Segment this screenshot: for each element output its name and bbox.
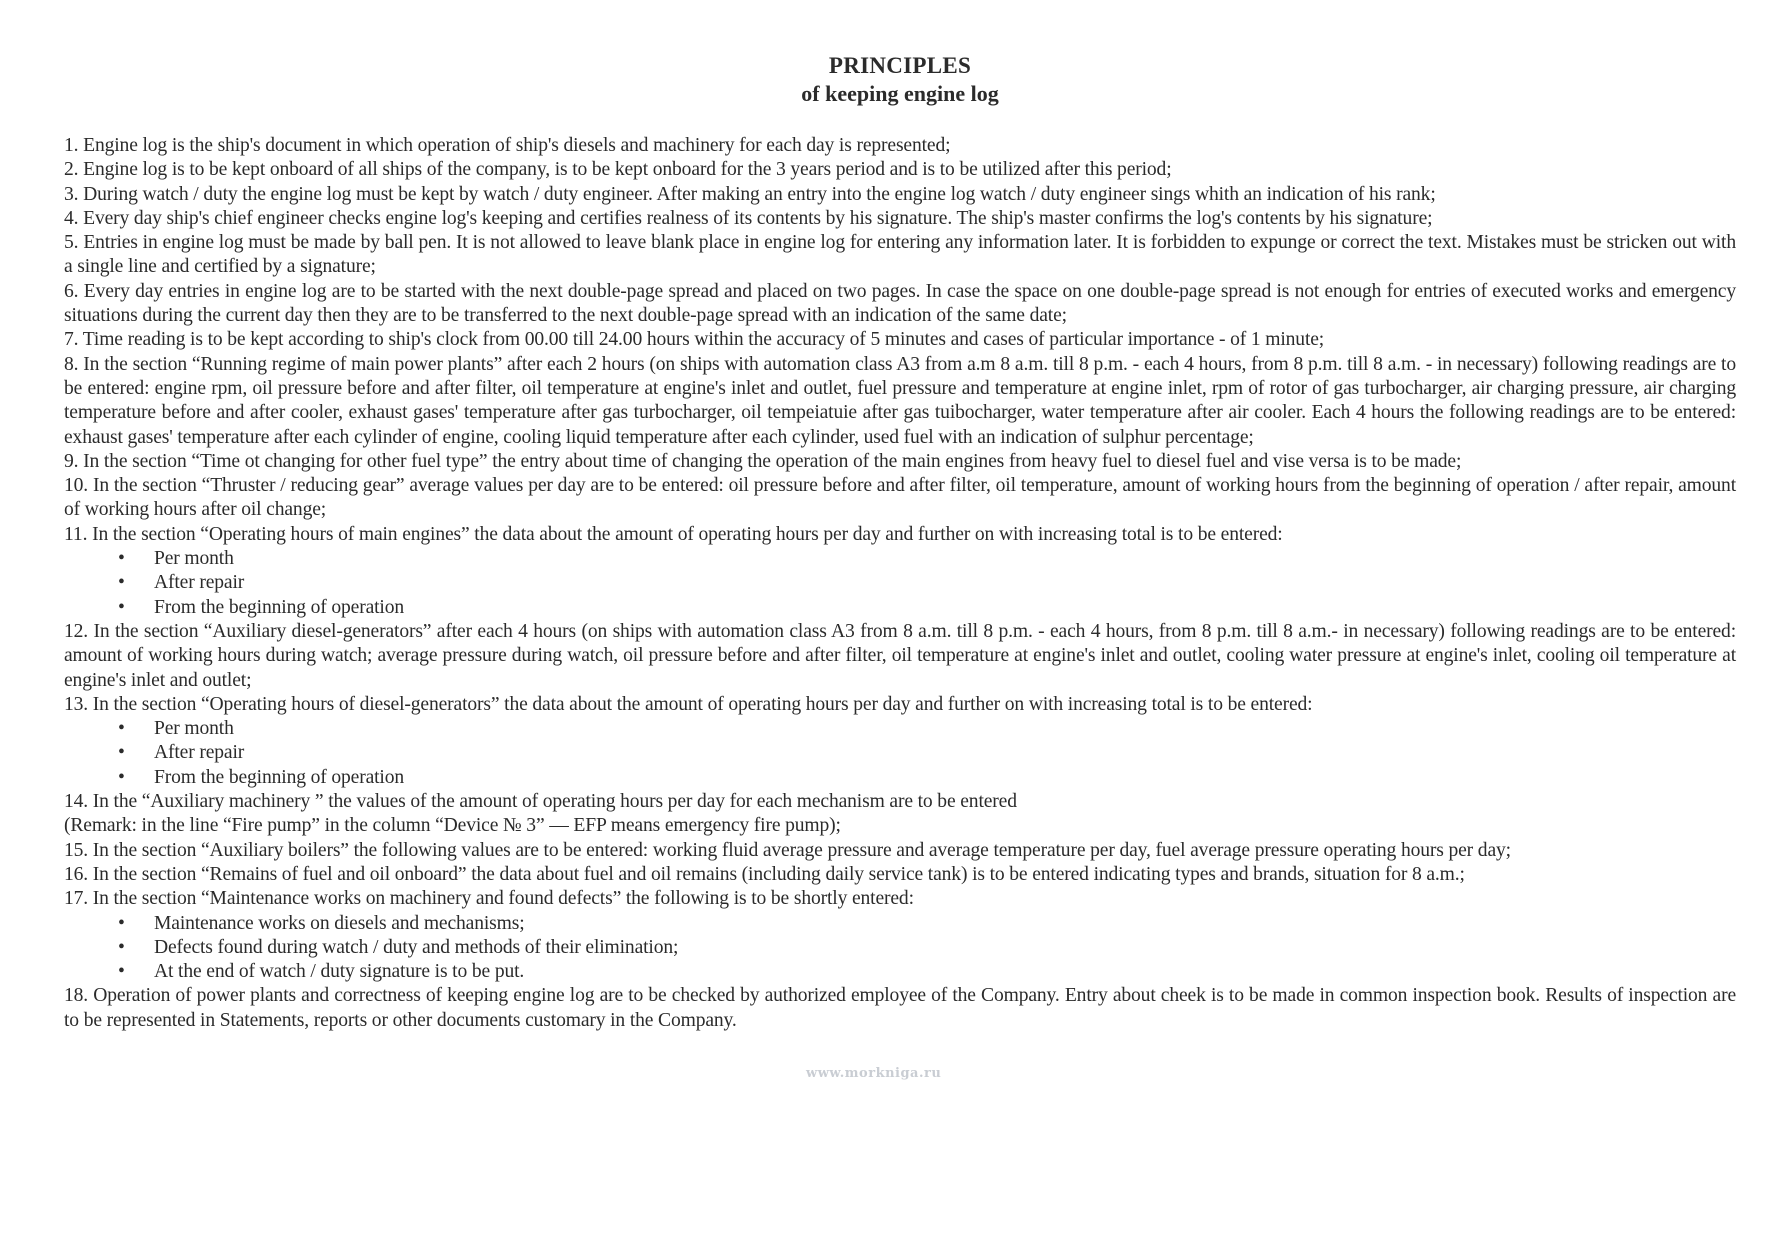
principle-item-18: 18. Operation of power plants and correctness of keeping engine log are to be checked by authorized employee of the Company. Entry about cheek is to be made in common inspection book. Results of inspection are to be represented in Statements, reports or other documents customary in the Company. (64, 985, 1736, 1031)
principle-item-4: 4. Every day ship's chief engineer checks engine log's keeping and certifies realness of its contents by his signature. The ship's master confirms the log's contents by his signature; (64, 207, 1433, 229)
bullet-item: • From the beginning of operation (118, 596, 1736, 620)
bullet-item: • Defects found during watch / duty and methods of their elimination; (118, 936, 1736, 960)
document-title: PRINCIPLES (828, 53, 972, 78)
bullet-item: • At the end of watch / duty signature is to be put. (118, 960, 1736, 984)
item-13-bullet-list (64, 717, 1736, 790)
principle-item-2: 2. Engine log is to be kept onboard of all ships of the company, is to be kept onboard for the 3 years period and is to be utilized after this period; (64, 159, 1172, 181)
document-page (64, 52, 1736, 1033)
principle-item-9: 9. In the section “Time ot changing for other fuel type” the entry about time of changing the operation of the main engines from heavy fuel to diesel fuel and vise versa is to be made; (64, 450, 1462, 472)
item-11-bullet-list (64, 547, 1736, 620)
principle-item-1: 1. Engine log is the ship's document in which operation of ship's diesels and machinery for each day is represented; (64, 135, 951, 156)
principle-item-13: 13. In the section “Operating hours of diesel-generators” the data about the amount of operating hours per day and further on with increasing total is to be entered: (64, 693, 1313, 715)
principle-item-7: 7. Time reading is to be kept according to ship's clock from 00.00 till 24.00 hours within the accuracy of 5 minutes and cases of particular importance - of 1 minute; (64, 329, 1325, 351)
title-block (64, 52, 1736, 108)
bullet-item: • After repair (118, 571, 1736, 595)
watermark-text: www.morkniga.ru (806, 1066, 942, 1081)
principle-item-15: 15. In the section “Auxiliary boilers” the following values are to be entered: working fluid average pressure and average temperature per day, fuel average pressure operating hours per day; (64, 839, 1511, 861)
principle-item-12: 12. In the section “Auxiliary diesel-generators” after each 4 hours (on ships with automation class A3 from 8 a.m. till 8 p.m. - each 4 hours, from 8 p.m. till 8 a.m.- in necessary) following readings are to be entered: amount of working hours during watch; average pressure during watch, oil pressure before and after filter, oil temperature at engine's inlet and outlet, cooling water pressure at engine's inlet, cooling oil temperature at engine's inlet and outlet; (64, 620, 1736, 691)
item-17-bullet-list (64, 912, 1736, 985)
document-subtitle: of keeping engine log (801, 81, 999, 106)
principle-item-11: 11. In the section “Operating hours of main engines” the data about the amount of operating hours per day and further on with increasing total is to be entered: (64, 523, 1283, 545)
bullet-item: • Per month (118, 717, 1736, 741)
principle-item-3: 3. During watch / duty the engine log must be kept by watch / duty engineer. After making an entry into the engine log watch / duty engineer sings whith an indication of his rank; (64, 183, 1436, 205)
bullet-item: • From the beginning of operation (118, 766, 1736, 790)
bullet-item: • Maintenance works on diesels and mechanisms; (118, 912, 1736, 936)
bullet-item: • Per month (118, 547, 1736, 571)
principle-item-14-remark: (Remark: in the line “Fire pump” in the column “Device № 3” — EFP means emergency fire pump); (64, 815, 841, 837)
principle-item-16: 16. In the section “Remains of fuel and oil onboard” the data about fuel and oil remains (including daily service tank) is to be entered indicating types and brands, situation for 8 a.m.; (64, 863, 1465, 885)
document-body (64, 134, 1736, 1033)
bullet-item: • After repair (118, 741, 1736, 765)
principle-item-14: 14. In the “Auxiliary machinery ” the values of the amount of operating hours per day for each mechanism are to be entered (64, 791, 1017, 813)
principle-item-8: 8. In the section “Running regime of main power plants” after each 2 hours (on ships with automation class A3 from a.m 8 a.m. till 8 p.m. - each 4 hours, from 8 p.m. till 8 a.m. - in necessary) following readings are to be entered: engine rpm, oil pressure before and after filter, oil temperature at engine's inlet and outlet, fuel pressure and temperature at engine inlet, rpm of rotor of gas turbocharger, air charging pressure, air charging temperature before and after cooler, exhaust gases' temperature after gas turbocharger, oil tempeiatuie after gas tuibocharger, water temperature after air cooler. Each 4 hours the following readings are to be entered: exhaust gases' temperature after each cylinder of engine, cooling liquid temperature after each cylinder, used fuel with an indication of sulphur percentage; (64, 353, 1736, 448)
principle-item-6: 6. Every day entries in engine log are to be started with the next double-page spread and placed on two pages. In case the space on one double-page spread is not enough for entries of executed works and emergency situations during the current day then they are to be transferred to the next double-page spread with an indication of the same date; (64, 280, 1736, 327)
principle-item-5: 5. Entries in engine log must be made by ball pen. It is not allowed to leave blank place in engine log for entering any information later. It is forbidden to expunge or correct the text. Mistakes must be stricken out with a single line and certified by a signature; (64, 232, 1736, 278)
principle-item-17: 17. In the section “Maintenance works on machinery and found defects” the following is to be shortly entered: (64, 888, 914, 910)
principle-item-10: 10. In the section “Thruster / reducing gear” average values per day are to be entered: oil pressure before and after filter, oil temperature, amount of working hours from the beginning of operation / after repair, amount of working hours after oil change; (64, 475, 1736, 521)
